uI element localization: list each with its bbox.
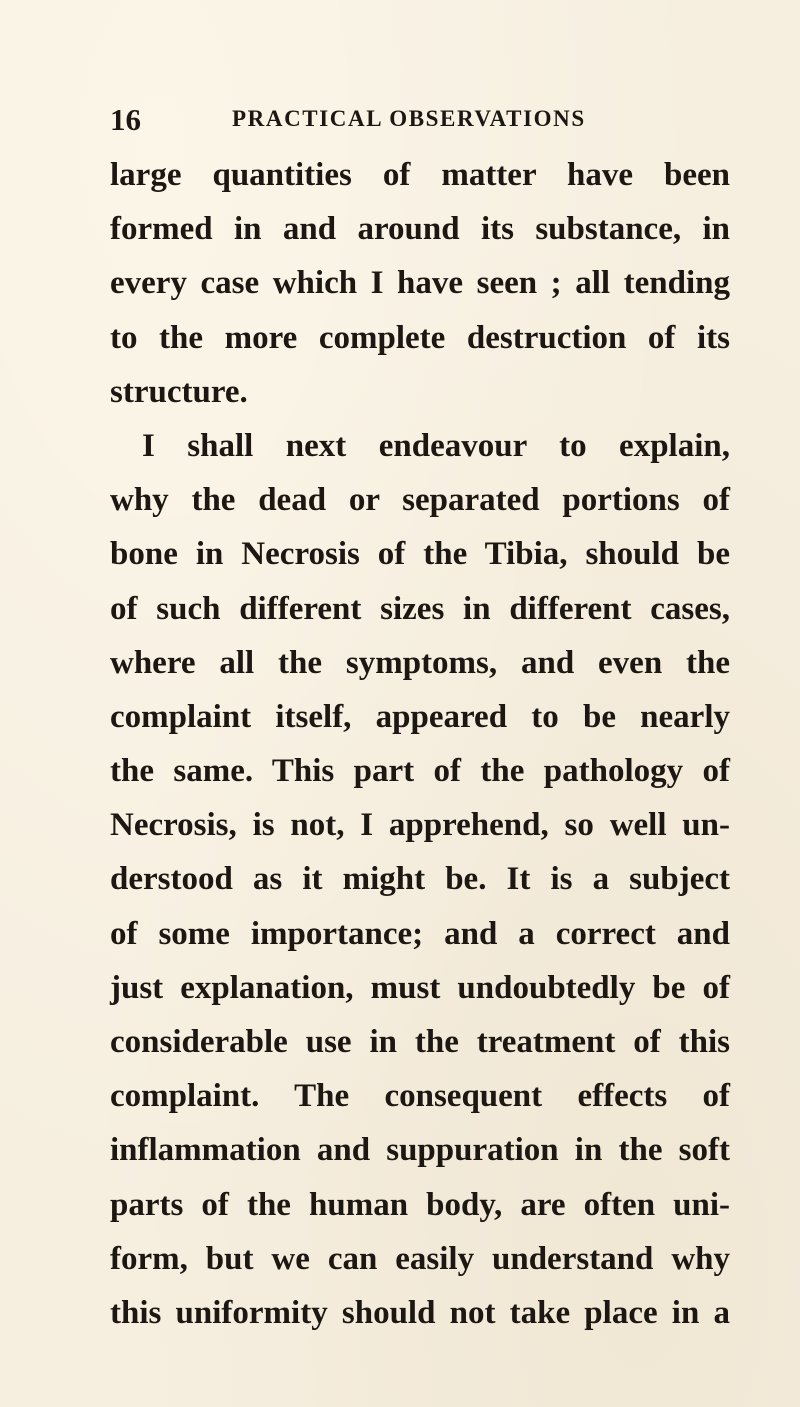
text-line: why the dead or separated portions of [110, 482, 730, 519]
page-number: 16 [110, 102, 141, 137]
text-line: complaint itself, appeared to be nearly [110, 698, 730, 735]
text-line: every case which I have seen ; all tending [110, 265, 730, 302]
text-line: formed in and around its substance, in [110, 211, 730, 248]
text-line: I shall next endeavour to explain, [142, 427, 730, 464]
text-line: inflammation and suppuration in the soft [110, 1132, 730, 1169]
text-line: of such different sizes in different cases, [110, 590, 730, 627]
text-line: bone in Necrosis of the Tibia, should be [110, 536, 730, 573]
text-line: parts of the human body, are often uni- [110, 1186, 730, 1223]
body-text [110, 148, 730, 1340]
text-line: just explanation, must undoubtedly be of [110, 969, 730, 1006]
running-title: PRACTICAL OBSERVATIONS [232, 106, 586, 131]
text-line: Necrosis, is not, I apprehend, so well un- [110, 807, 730, 844]
text-line: form, but we can easily understand why [110, 1240, 730, 1277]
text-line: of some importance; and a correct and [110, 915, 730, 952]
text-line: where all the symptoms, and even the [110, 644, 730, 681]
page-header [110, 102, 630, 142]
text-line: structure. [110, 373, 248, 410]
text-line: considerable use in the treatment of this [110, 1024, 730, 1060]
text-line: this uniformity should not take place in a [110, 1294, 730, 1331]
text-line: the same. This part of the pathology of [110, 753, 730, 790]
text-line: complaint. The consequent effects of [110, 1078, 730, 1115]
text-line: large quantities of matter have been [110, 157, 730, 193]
text-line: derstood as it might be. It is a subject [110, 861, 730, 898]
text-line: to the more complete destruction of its [110, 319, 730, 356]
